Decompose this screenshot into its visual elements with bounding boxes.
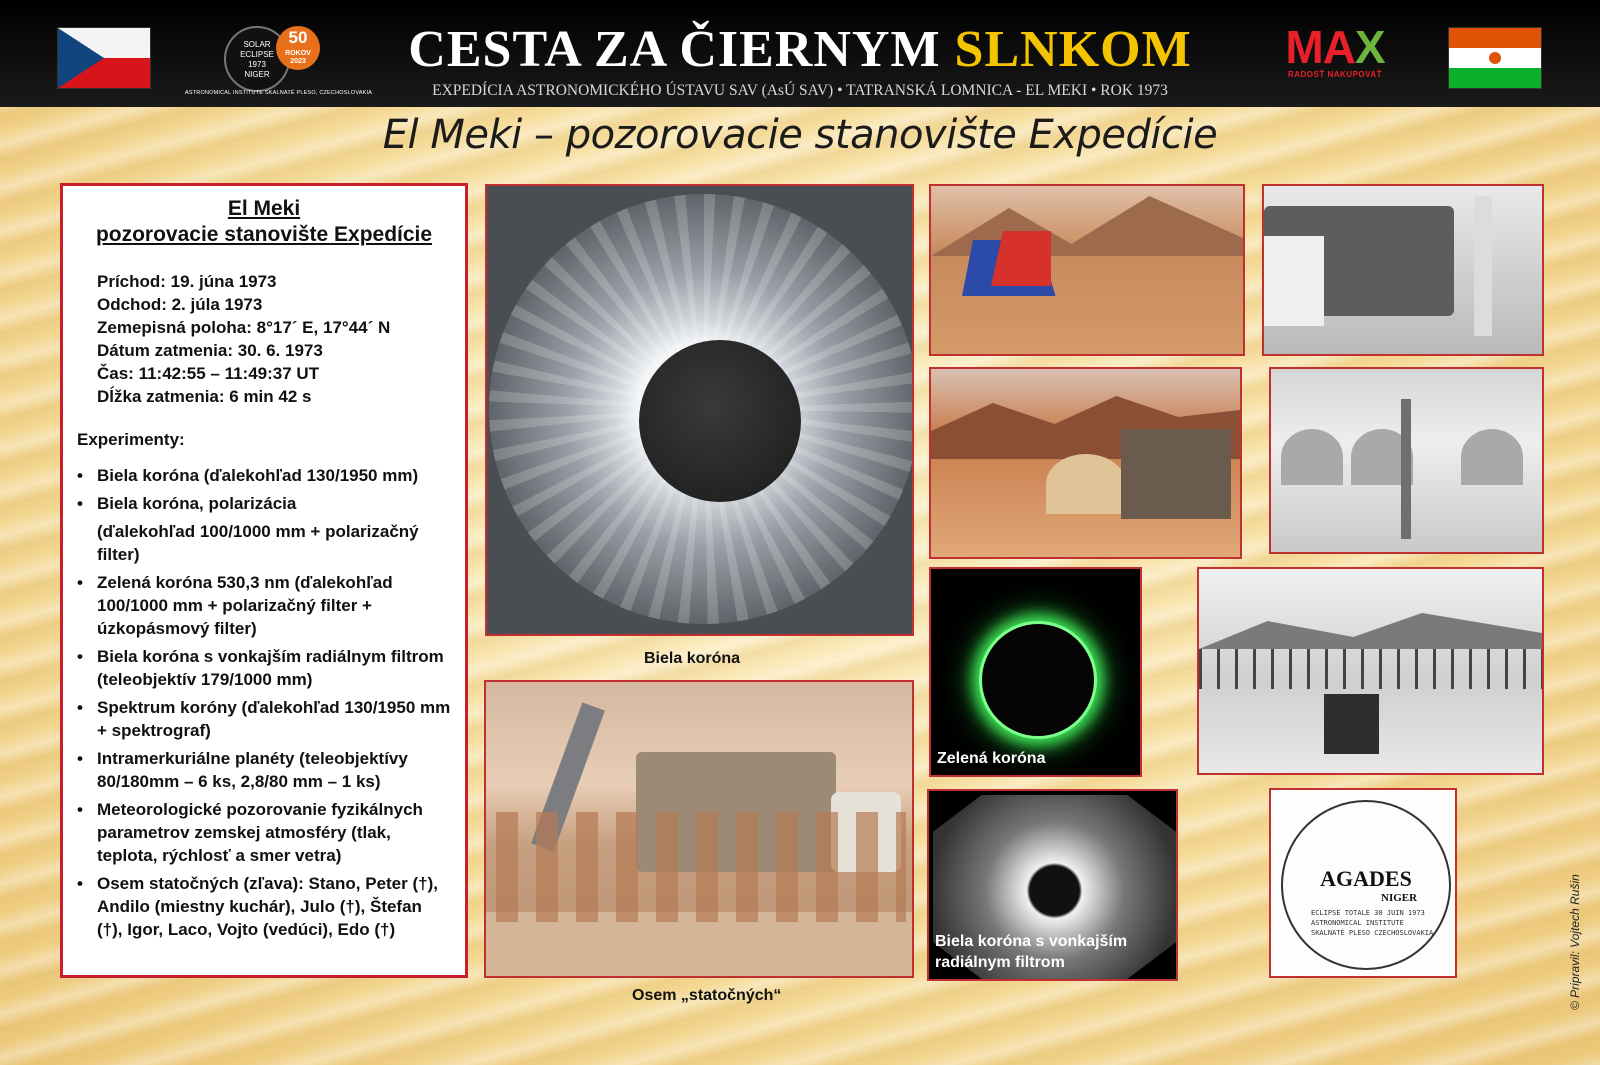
title-accent: SLNKOM [954,21,1192,78]
info-heading: El Meki [227,197,301,220]
facts-list [77,270,451,408]
group-photo [484,680,914,978]
anniversary-badge: 50 ROKOV 2023 [276,26,320,70]
green-corona-caption: Zelená koróna [937,750,1046,767]
truck-telescope-photo [1262,184,1544,356]
institute-caption: ASTRONOMICAL INSTITUTE SKALNATÉ PLESO, CZECHOSLOVAKIA [185,90,373,96]
desert-camp-photo [929,367,1242,559]
huts-instrument-photo [1269,367,1544,554]
stamp-text: ECLIPSE TOTALE 30 JUIN 1973 ASTRONOMICAL INSTITUTE SKALNATÉ PLESO CZECHOSLOVAKIA [1311,909,1434,937]
list-item: • Intramerkuriálne planéty (teleobjektívy 80/180mm – 6 ks, 2,8/80 mm – 1 ks) [77,747,451,793]
sponsor-tagline: RADOSŤ NAKUPOVAŤ [1287,70,1383,79]
list-item: • Biela koróna s vonkajším radiálnym filtrom (teleobjektív 179/1000 mm) [77,645,451,691]
title-main: CESTA ZA ČIERNYM [408,21,955,78]
list-item: • Osem statočných (zľava): Stano, Peter (†), Andilo (miestny kuchár), Julo (†), Štefan (†), Igor, Laco, Vojto (vedúci), Edo (†) [77,872,451,941]
list-item: • Spektrum koróny (ďalekohľad 130/1950 mm + spektrograf) [77,696,451,742]
czech-flag-icon [58,28,150,88]
list-item: • Biela koróna (ďalekohľad 130/1950 mm) [77,464,451,487]
fact-time: Čas: 11:42:55 – 11:49:37 UT [97,364,320,383]
stamp-country: NIGER [1381,892,1418,904]
group-photo-caption: Osem „statočných“ [632,987,782,1004]
observation-site-photo [1197,567,1544,775]
camp-tent-photo [929,184,1245,356]
white-corona-caption: Biela koróna [644,650,741,667]
info-subheading: pozorovacie stanovište Expedície [95,223,433,246]
poster-subtitle: EXPEDÍCIA ASTRONOMICKÉHO ÚSTAVU SAV (AsÚ SAV) • TATRANSKÁ LOMNICA - EL MEKI • ROK 1973 [432,82,1168,99]
page-title: El Meki – pozorovacie stanovište Expedície [382,112,1218,158]
author-credit: © Pripravil: Vojtech Rušin [1568,874,1582,1010]
stamp-city: AGADES [1320,866,1412,891]
agades-stamp-photo [1269,788,1457,978]
fact-departure: Odchod: 2. júla 1973 [97,295,263,314]
white-corona-photo [485,184,914,636]
list-item: • Zelená koróna 530,3 nm (ďalekohľad 100/1000 mm + polarizačný filter + úzkopásmový filter) [77,571,451,640]
fact-arrival: Príchod: 19. júna 1973 [97,272,277,291]
radial-filter-caption: Biela koróna s vonkajším radiálnym filtrom [935,933,1128,971]
list-item: • Meteorologické pozorovanie fyzikálnych parametrov zemskej atmosféry (tlak, teplota, rýchlosť a smer vetra) [77,798,451,867]
info-panel [60,183,468,978]
moon-disk [639,340,801,502]
poster-title [380,22,1220,78]
green-corona-photo [929,567,1142,777]
solar-eclipse-logo: SOLAR ECLIPSE 1973 NIGER [224,26,290,92]
list-item: (ďalekohľad 100/1000 mm + polarizačný filter) [97,522,419,564]
experiments-heading: Experimenty: [77,430,185,449]
header-bar [0,0,1600,107]
max-sponsor-logo: MAX RADOSŤ NAKUPOVAŤ [1265,24,1405,79]
experiments-list [77,464,451,941]
list-item: • Biela koróna, polarizácia [77,492,451,515]
fact-eclipse-date: Dátum zatmenia: 30. 6. 1973 [97,341,323,360]
fact-position: Zemepisná poloha: 8°17´ E, 17°44´ N [97,318,391,337]
fact-duration: Dĺžka zatmenia: 6 min 42 s [97,387,312,406]
niger-flag-icon [1449,28,1541,88]
radial-filter-corona-photo [927,789,1178,981]
